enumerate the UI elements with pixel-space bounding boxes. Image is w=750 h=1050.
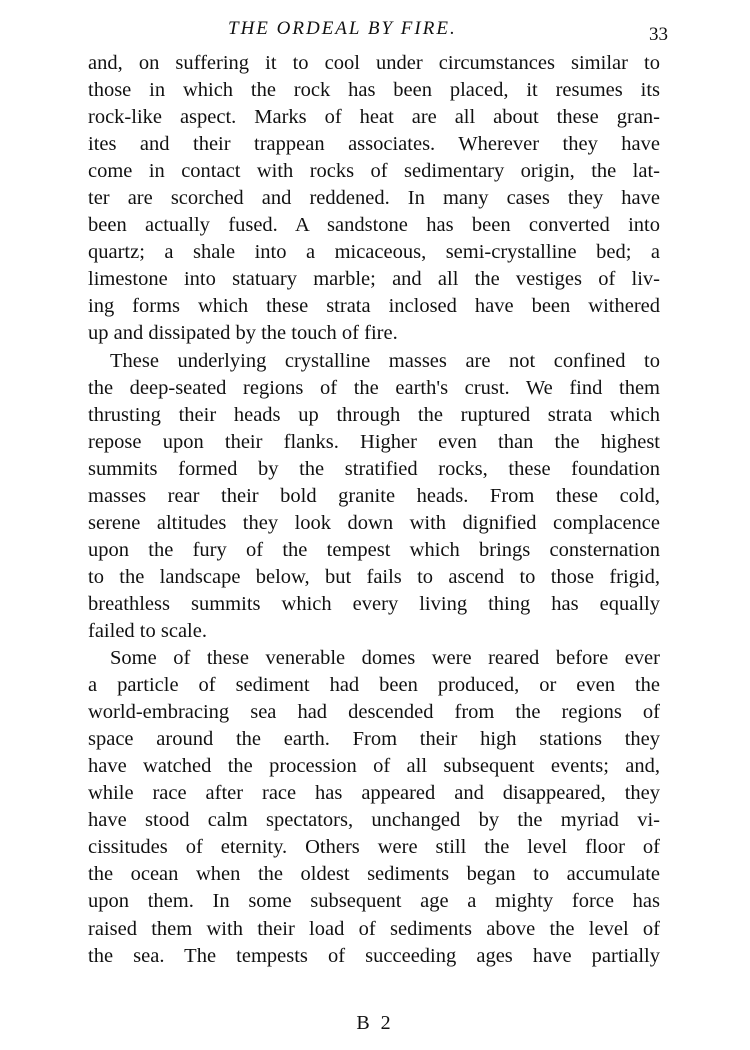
text-line: have stood calm spectators, unchanged by the myriad vi- [88, 809, 660, 832]
paragraph-3 [88, 645, 660, 970]
text-line: ter are scorched and reddened. In many cases they have [88, 187, 660, 210]
text-line: world-embracing sea had descended from the regions of [88, 701, 660, 724]
text-line: failed to scale. [88, 619, 207, 642]
text-line: repose upon their flanks. Higher even than the highest [88, 430, 660, 453]
text-line: raised them with their load of sediments above the level of [88, 917, 660, 940]
text-line: These underlying crystalline masses are not confined to [110, 349, 660, 372]
text-line: the ocean when the oldest sediments began to accumulate [88, 863, 660, 886]
running-head [88, 18, 668, 48]
text-line: breathless summits which every living thing has equally [88, 592, 660, 615]
text-line: space around the earth. From their high stations they [88, 728, 660, 751]
text-line: ing forms which these strata inclosed have been withered [88, 295, 660, 318]
text-line: cissitudes of eternity. Others were still the level floor of [88, 836, 660, 859]
text-line: those in which the rock has been placed, it resumes its [88, 79, 660, 102]
text-line: limestone into statuary marble; and all the vestiges of liv- [88, 268, 660, 291]
body-text [88, 50, 660, 970]
running-title: THE ORDEAL BY FIRE. [228, 18, 457, 39]
text-line: while race after race has appeared and disappeared, they [88, 782, 660, 805]
text-line: a particle of sediment had been produced, or even the [88, 674, 660, 697]
signature-mark: B 2 [356, 1012, 394, 1034]
text-line: summits formed by the stratified rocks, these foundation [88, 457, 660, 480]
paragraph-2 [88, 348, 660, 646]
text-line: to the landscape below, but fails to ascend to those frigid, [88, 565, 660, 588]
text-line: rock-like aspect. Marks of heat are all about these gran- [88, 106, 660, 129]
text-line: come in contact with rocks of sedimentary origin, the lat- [88, 160, 660, 183]
text-line: serene altitudes they look down with dignified complacence [88, 511, 660, 534]
page-number: 33 [649, 24, 668, 45]
paragraph-1 [88, 50, 660, 348]
text-line: the deep-seated regions of the earth's crust. We find them [88, 376, 660, 399]
text-line: and, on suffering it to cool under circumstances similar to [88, 52, 660, 74]
text-line: up and dissipated by the touch of fire. [88, 322, 398, 345]
text-line: thrusting their heads up through the ruptured strata which [88, 403, 660, 426]
text-line: upon the fury of the tempest which brings consternation [88, 538, 660, 561]
text-line: ites and their trappean associates. Wherever they have [88, 133, 660, 156]
text-line: masses rear their bold granite heads. From these cold, [88, 484, 660, 507]
text-line: the sea. The tempests of succeeding ages have partially [88, 944, 660, 967]
text-line: been actually fused. A sandstone has been converted into [88, 214, 660, 237]
text-line: upon them. In some subsequent age a mighty force has [88, 890, 660, 913]
text-line: Some of these venerable domes were reared before ever [110, 647, 660, 670]
text-line: quartz; a shale into a micaceous, semi-crystalline bed; a [88, 241, 660, 264]
text-line: have watched the procession of all subsequent events; and, [88, 755, 660, 778]
